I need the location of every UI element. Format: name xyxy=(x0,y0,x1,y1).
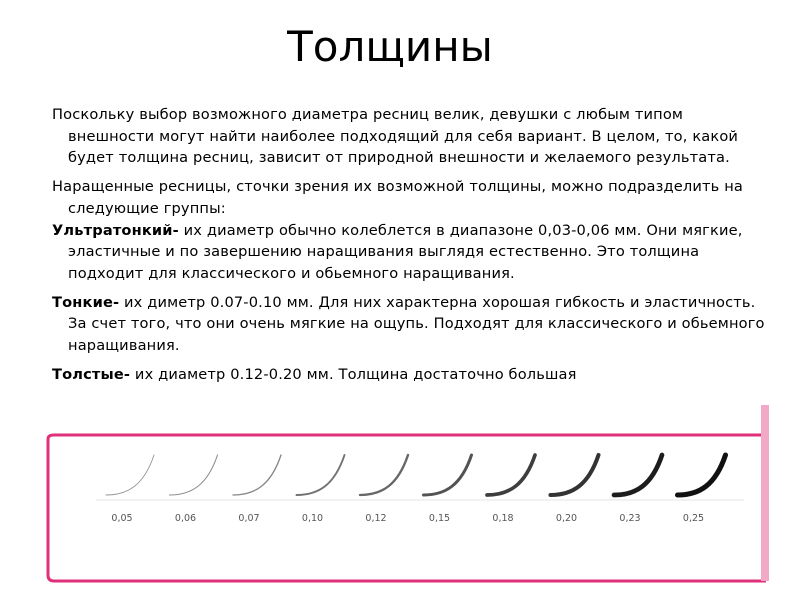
lash-sample xyxy=(678,455,726,495)
thickness-label: 0,23 xyxy=(619,513,641,524)
group-thin xyxy=(52,292,767,357)
lash-sample xyxy=(106,455,154,495)
thickness-label: 0,05 xyxy=(111,513,133,524)
lash-sample xyxy=(233,455,281,495)
lash-sample xyxy=(551,455,599,495)
group-ultrathin xyxy=(52,220,767,285)
lash-thickness-figure xyxy=(44,405,775,583)
group-text: их диаметр обычно колеблется в диапазоне 0,03-0,06 мм. Они мягкие, эластичные и по завершению наращивания выглядя естественно. Это толщина подходит для классического и обьемного наращивания. xyxy=(68,221,743,282)
thickness-label: 0,20 xyxy=(555,513,578,524)
lash-sample xyxy=(297,455,345,495)
lash-sample xyxy=(487,455,535,495)
group-text: их диаметр 0.12-0.20 мм. Толщина достаточно большая xyxy=(130,365,577,383)
lash-sample xyxy=(614,455,662,495)
lash-sample xyxy=(424,455,472,495)
thickness-label: 0,25 xyxy=(682,513,705,524)
group-term: Толстые- xyxy=(52,365,131,383)
lash-thickness-graphic xyxy=(44,405,775,583)
thickness-label: 0,12 xyxy=(365,513,387,524)
slide-body xyxy=(52,104,767,400)
thickness-label: 0,10 xyxy=(301,513,324,524)
group-term: Ультратонкий- xyxy=(52,221,179,239)
thickness-label: 0,15 xyxy=(428,513,451,524)
lash-sample xyxy=(170,455,218,495)
group-term: Тонкие- xyxy=(52,293,120,311)
thickness-label: 0,18 xyxy=(492,513,514,524)
thickness-label: 0,06 xyxy=(174,513,197,524)
lash-samples xyxy=(106,455,726,524)
group-text: их диметр 0.07-0.10 мм. Для них характерна хорошая гибкость и эластичность. За счет того, что они очень мягкие на ощупь. Подходят для классического и обьемного наращивания. xyxy=(68,293,765,355)
lash-sample xyxy=(360,455,408,495)
slide-title: Толщины xyxy=(287,22,493,71)
thickness-label: 0,07 xyxy=(238,513,260,524)
groups-intro-paragraph: Наращенные ресницы, сточки зрения их возможной толщины, можно подразделить на следующие группы: xyxy=(52,178,743,217)
figure-frame-top xyxy=(48,435,766,439)
intro-paragraph: Поскольку выбор возможного диаметра ресниц велик, девушки с любым типом внешности могут найти наиболее подходящий для себя вариант. В целом, то, какой будет толщина ресниц, зависит от природной внешности и желаемого результата. xyxy=(52,106,739,167)
group-thick xyxy=(52,364,767,386)
